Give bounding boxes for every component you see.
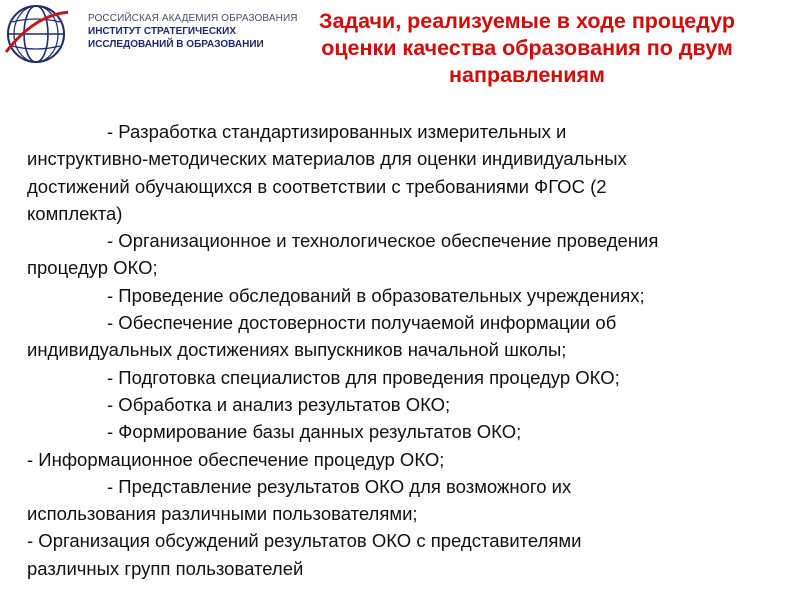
- task-line: - Организация обсуждений результатов ОКО с представителями: [27, 530, 582, 552]
- logo-institute-name-2: ИССЛЕДОВАНИЙ В ОБРАЗОВАНИИ: [88, 39, 264, 50]
- tasks-list: [27, 118, 787, 582]
- task-line: различных групп пользователей: [27, 557, 304, 579]
- task-line: - Формирование базы данных результатов ОКО;: [107, 421, 522, 443]
- task-line: - Организационное и технологическое обеспечение проведения: [107, 230, 659, 252]
- task-line: достижений обучающихся в соответствии с требованиями ФГОС (2: [27, 175, 607, 197]
- task-line: комплекта): [27, 202, 123, 224]
- logo-academy-name: РОССИЙСКАЯ АКАДЕМИЯ ОБРАЗОВАНИЯ: [88, 13, 298, 24]
- task-line: индивидуальных достижениях выпускников начальной школы;: [27, 339, 567, 361]
- task-line: - Проведение обследований в образовательных учреждениях;: [107, 284, 645, 306]
- slide-title: [262, 8, 792, 89]
- task-line: - Обработка и анализ результатов ОКО;: [107, 393, 451, 415]
- task-line: использования различными пользователями;: [27, 503, 418, 525]
- title-line-3: направлениям: [449, 63, 605, 87]
- task-line: инструктивно-методических материалов для оценки индивидуальных: [27, 148, 627, 170]
- title-line-1: Задачи, реализуемые в ходе процедур: [319, 9, 735, 33]
- institute-logo: [4, 2, 298, 62]
- task-line: - Представление результатов ОКО для возможного их: [107, 475, 572, 497]
- task-line: - Разработка стандартизированных измерительных и: [107, 121, 567, 142]
- task-line: - Информационное обеспечение процедур ОКО;: [27, 448, 445, 470]
- task-line: процедур ОКО;: [27, 257, 158, 279]
- globe-logo-icon: [4, 2, 68, 66]
- logo-institute-name-1: ИНСТИТУТ СТРАТЕГИЧЕСКИХ: [88, 26, 237, 37]
- title-line-2: оценки качества образования по двум: [321, 36, 733, 60]
- task-line: - Обеспечение достоверности получаемой информации об: [107, 312, 617, 334]
- task-line: - Подготовка специалистов для проведения процедур ОКО;: [107, 366, 620, 388]
